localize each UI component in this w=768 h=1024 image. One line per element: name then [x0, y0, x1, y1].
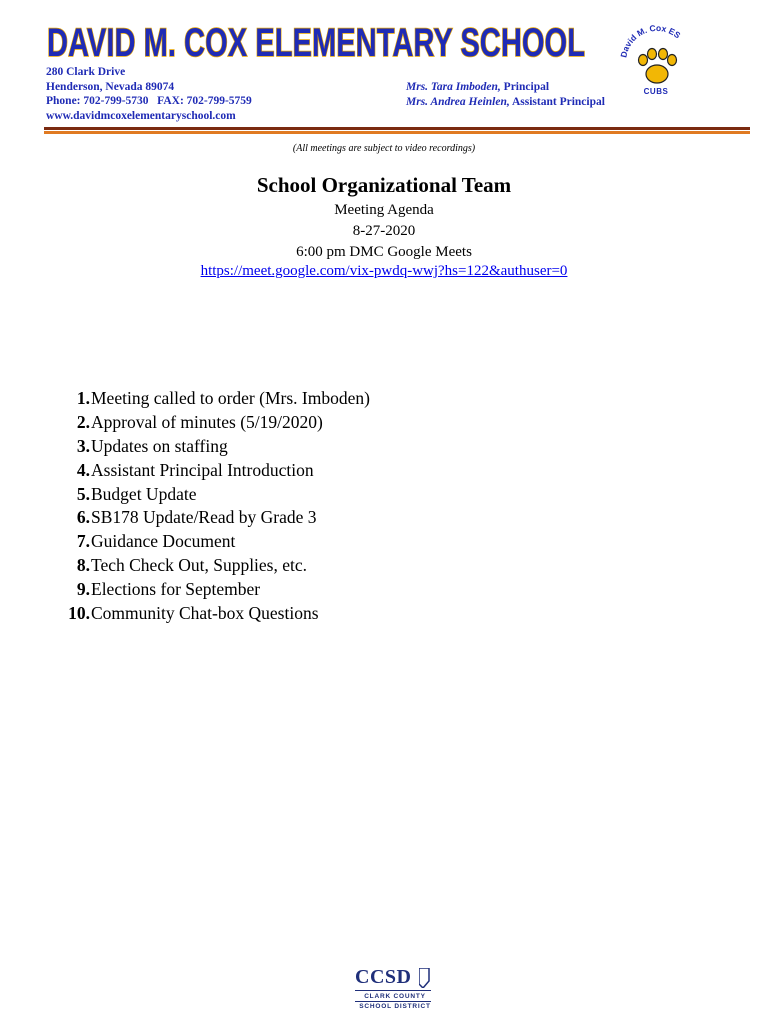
agenda-item-number: 2. [76, 412, 90, 433]
school-contact-block [46, 65, 252, 123]
header-rule-light [44, 131, 750, 134]
logo-arc-text: David M. Cox ES [618, 22, 683, 59]
ccsd-clark-county: CLARK COUNTY [364, 993, 426, 1000]
school-logo [616, 20, 696, 102]
logo-cubs-text: CUBS [643, 87, 669, 96]
agenda-item-number: 3. [76, 435, 90, 456]
header-rule-dark [44, 127, 750, 130]
agenda-item-number: 5. [76, 483, 90, 504]
meeting-subtitle: Meeting Agenda [334, 202, 434, 218]
agenda-item-text: Updates on staffing [91, 435, 228, 456]
agenda-item-text: Guidance Document [91, 531, 236, 552]
agenda-item-number: 8. [76, 554, 90, 575]
agenda-item-text: Community Chat-box Questions [91, 602, 319, 623]
agenda-item-text: Elections for September [91, 578, 261, 599]
meeting-time-place: 6:00 pm DMC Google Meets [296, 244, 472, 260]
ccsd-divider-1 [355, 990, 431, 991]
ccsd-logo-text: CCSD [355, 966, 412, 988]
agenda-item-number: 1. [76, 388, 90, 409]
agenda-item [55, 577, 370, 601]
ccsd-school-district: SCHOOL DISTRICT [359, 1003, 431, 1010]
principal-line [406, 80, 605, 95]
meeting-link[interactable]: https://meet.google.com/vix-pwdq-wwj?hs=122&authuser=0 [200, 263, 568, 279]
ccsd-divider-2 [355, 1001, 431, 1002]
phone-fax: Phone: 702-799-5730 FAX: 702-799-5759 [46, 95, 252, 107]
ccsd-logo [355, 966, 435, 1016]
meeting-date: 8-27-2020 [352, 223, 416, 239]
agenda-item-text: SB178 Update/Read by Grade 3 [91, 507, 317, 528]
agenda-item-text: Budget Update [91, 483, 197, 504]
assistant-principal-line [406, 95, 605, 110]
agenda-item [55, 530, 370, 554]
agenda-list [55, 387, 370, 625]
school-website[interactable]: www.davidmcoxelementaryschool.com [46, 109, 236, 122]
agenda-item-text: Assistant Principal Introduction [91, 459, 314, 480]
agenda-item-text: Tech Check Out, Supplies, etc. [91, 554, 308, 575]
agenda-item [55, 506, 370, 530]
school-name-text: DAVID M. COX ELEMENTARY SCHOOL [47, 21, 585, 65]
paw-logo-icon [616, 20, 696, 90]
agenda-item [55, 435, 370, 459]
agenda-item-number: 4. [76, 459, 90, 480]
administrators-block [406, 80, 605, 109]
agenda-item [55, 411, 370, 435]
school-name-banner [44, 16, 589, 66]
agenda-item [55, 458, 370, 482]
principal-role: Principal [500, 81, 550, 93]
meeting-title: School Organizational Team [256, 173, 512, 197]
agenda-item [55, 387, 370, 411]
recording-disclaimer: (All meetings are subject to video recordings) [292, 143, 476, 154]
address-line-1: 280 Clark Drive [46, 66, 126, 78]
agenda-item [55, 554, 370, 578]
agenda-item [55, 601, 370, 625]
agenda-item-number: 7. [76, 531, 90, 552]
agenda-item-text: Meeting called to order (Mrs. Imboden) [91, 388, 370, 409]
agenda-item-text: Approval of minutes (5/19/2020) [91, 412, 323, 433]
assistant-principal-role: Assistant Principal [509, 95, 605, 108]
agenda-item-number: 6. [76, 507, 90, 528]
agenda-item [55, 482, 370, 506]
assistant-principal-name: Mrs. Andrea Heinlen, [406, 95, 510, 108]
agenda-item-number: 10. [68, 602, 90, 623]
agenda-item-number: 9. [76, 578, 90, 599]
school-name-graphic [44, 16, 589, 66]
principal-name: Mrs. Tara Imboden, [406, 81, 501, 93]
nevada-state-icon [419, 968, 431, 988]
address-line-2: Henderson, Nevada 89074 [46, 80, 175, 93]
